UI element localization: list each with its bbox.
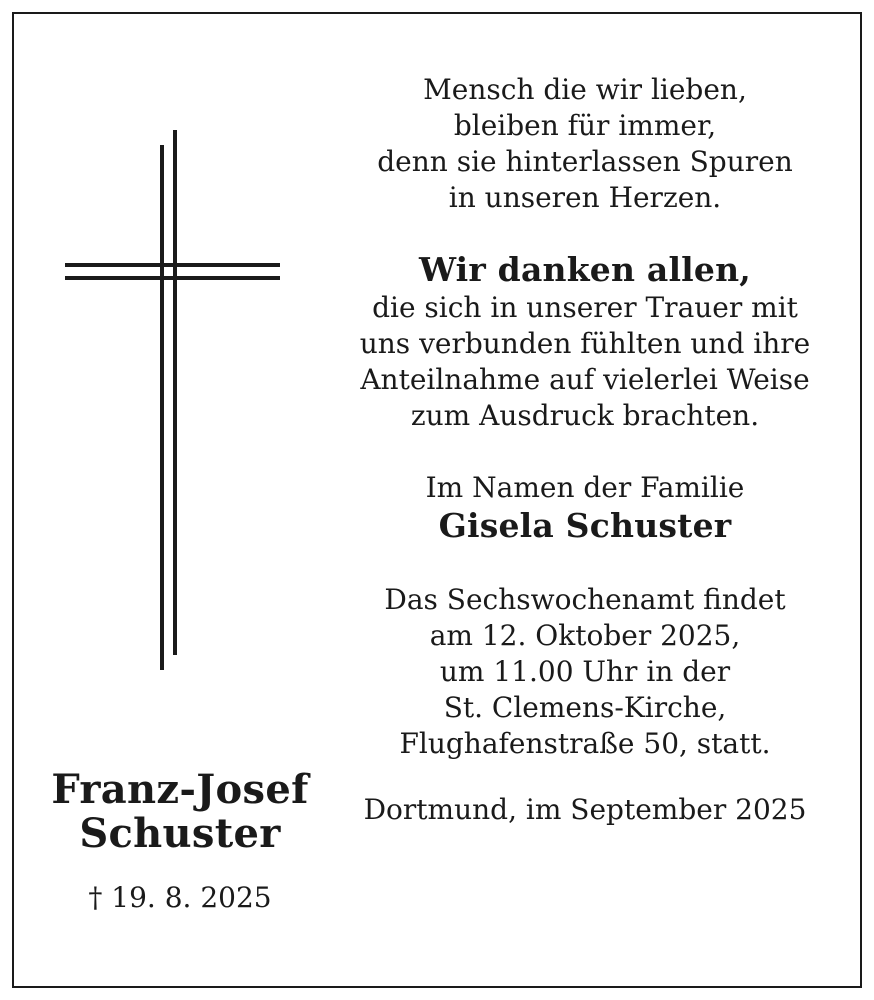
service-line: St. Clemens-Kirche, — [443, 691, 727, 724]
family-signature — [330, 470, 840, 546]
deceased-block — [30, 768, 330, 914]
deceased-first-name: Franz-Josef — [51, 766, 309, 813]
family-intro: Im Namen der Familie — [425, 471, 745, 504]
poem-line: in unseren Herzen. — [448, 181, 722, 214]
family-name: Gisela Schuster — [438, 506, 732, 545]
death-date: † 19. 8. 2025 — [88, 881, 272, 914]
service-line: Flughafenstraße 50, statt. — [399, 727, 771, 760]
deceased-last-name: Schuster — [79, 810, 281, 857]
cross-icon — [60, 125, 285, 675]
place-date-signoff: Dortmund, im September 2025 — [363, 793, 807, 826]
poem-line: Mensch die wir lieben, — [423, 73, 747, 106]
service-line: am 12. Oktober 2025, — [429, 619, 741, 652]
thanks-line: zum Ausdruck brachten. — [410, 399, 760, 432]
poem-line: denn sie hinterlassen Spuren — [377, 145, 793, 178]
service-info — [330, 582, 840, 762]
thanks-line: uns verbunden fühlten und ihre — [359, 327, 811, 360]
notice-text — [330, 72, 840, 828]
poem-line: bleiben für immer, — [453, 109, 717, 142]
thanks-text — [330, 290, 840, 434]
thanks-line: die sich in unserer Trauer mit — [372, 291, 798, 324]
poem — [330, 72, 840, 216]
thanks-line: Anteilnahme auf vielerlei Weise — [360, 363, 810, 396]
service-line: Das Sechswochenamt findet — [384, 583, 786, 616]
service-line: um 11.00 Uhr in der — [439, 655, 731, 688]
thanks-heading: Wir danken allen, — [418, 250, 751, 289]
